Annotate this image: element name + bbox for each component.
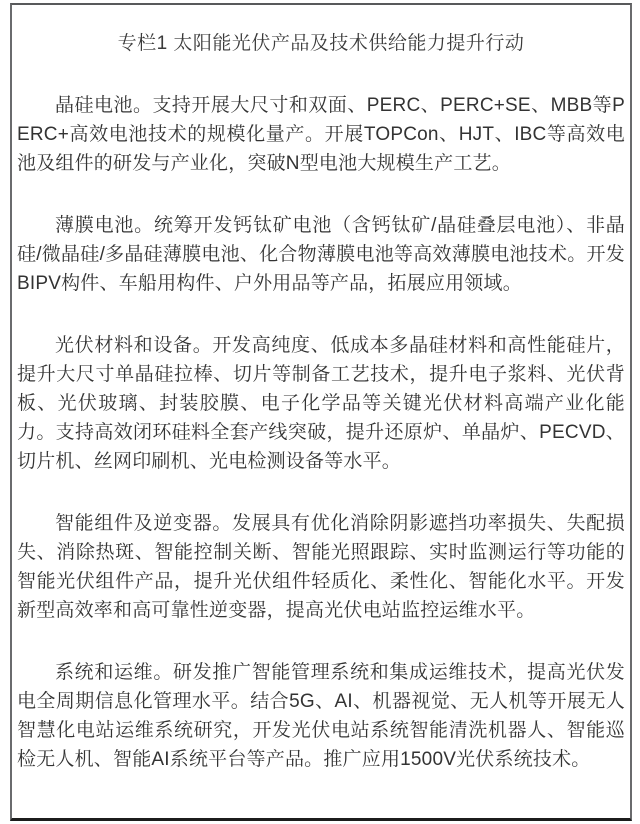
paragraph-pv-materials-equipment: 光伏材料和设备。开发高纯度、低成本多晶硅材料和高性能硅片，提升大尺寸单晶硅拉棒、切片等制备工艺技术，提升电子浆料、光伏背板、光伏玻璃、封装胶膜、电子化学品等关键光伏材料高端产业化能力。支持高效闭环硅料全套产线突破，提升还原炉、单晶炉、PECVD、切片机、丝网印刷机、光电检测设备等水平。 <box>17 335 625 472</box>
paragraph-systems-operations: 系统和运维。研发推广智能管理系统和集成运维技术，提高光伏发电全周期信息化管理水平。结合5G、AI、机器视觉、无人机等开展无人智慧化电站运维系统研究，开发光伏电站系统智能清洗机器人、智能巡检无人机、智能AI系统平台等产品。推广应用1500V光伏系统技术。 <box>17 662 625 770</box>
column-title: 专栏1 太阳能光伏产品及技术供给能力提升行动 <box>117 33 525 54</box>
paragraph-thin-film-cells: 薄膜电池。统筹开发钙钛矿电池（含钙钛矿/晶硅叠层电池）、非晶硅/微晶硅/多晶硅薄膜电池、化合物薄膜电池等高效薄膜电池技术。开发BIPV构件、车船用构件、户外用品等产品，拓展应用领域。 <box>17 215 625 294</box>
paragraph-crystalline-silicon-cells: 晶硅电池。支持开展大尺寸和双面、PERC、PERC+SE、MBB等PERC+高效电池技术的规模化量产。开展TOPCon、HJT、IBC等高效电池及组件的研发与产业化，突破N型电池大规模生产工艺。 <box>17 95 625 174</box>
paragraph-smart-modules-inverters: 智能组件及逆变器。发展具有优化消除阴影遮挡功率损失、失配损失、消除热斑、智能控制关断、智能光照跟踪、实时监测运行等功能的智能光伏组件产品，提升光伏组件轻质化、柔性化、智能化水平。开发新型高效率和高可靠性逆变器，提高光伏电站监控运维水平。 <box>17 513 625 621</box>
column-box <box>10 3 632 821</box>
